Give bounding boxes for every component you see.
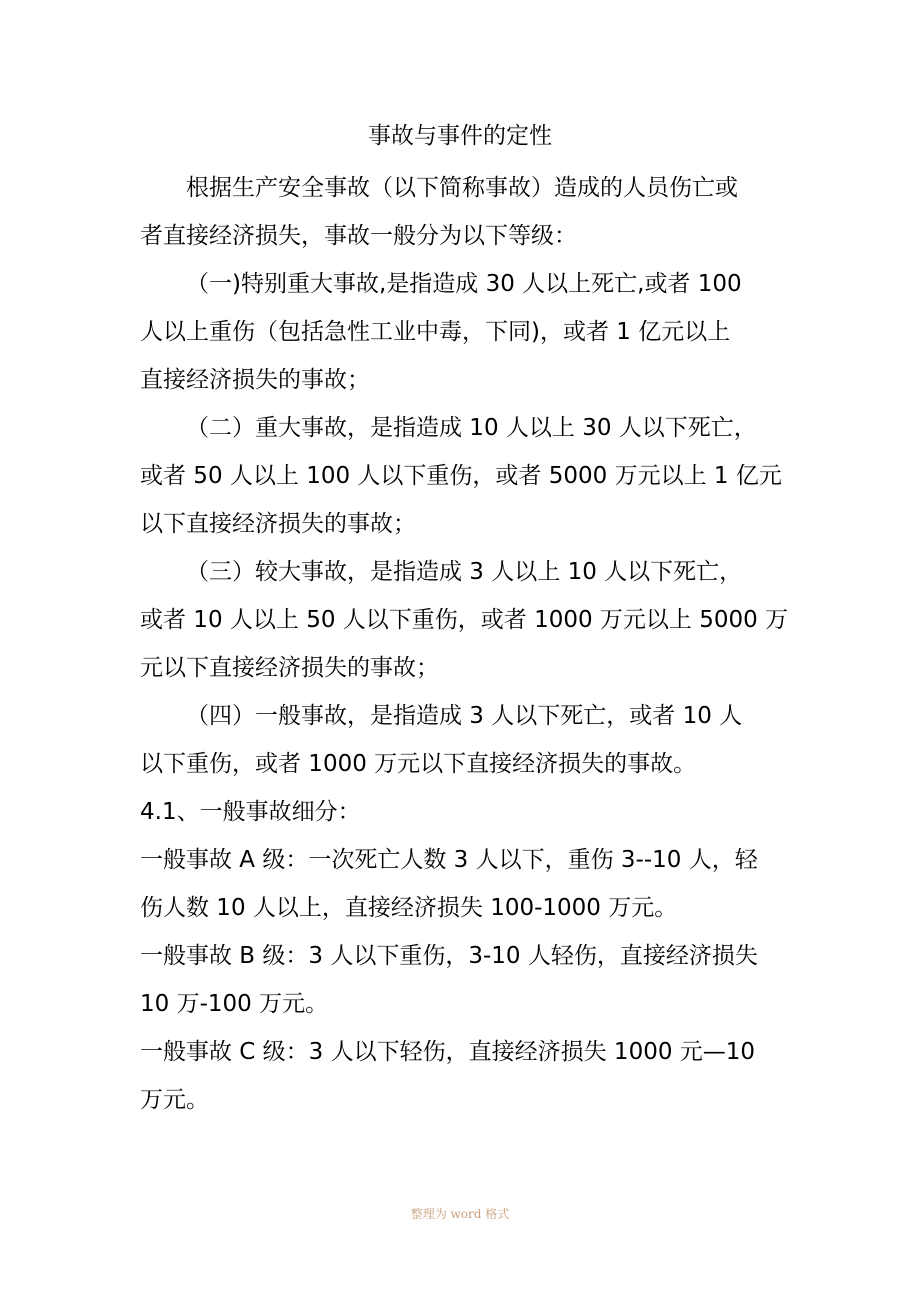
- grade-c-line-2: 万元。: [140, 1087, 209, 1113]
- item-1-line-1: （一)特别重大事故,是指造成 30 人以上死亡,或者 100: [186, 271, 742, 297]
- paragraph-intro-line-1: 根据生产安全事故（以下简称事故）造成的人员伤亡或: [186, 175, 738, 201]
- grade-c-line-1: 一般事故 C 级：3 人以下轻伤，直接经济损失 1000 元—10: [140, 1039, 756, 1065]
- grade-b-line-1: 一般事故 B 级：3 人以下重伤，3-10 人轻伤，直接经济损失: [140, 943, 758, 969]
- item-3-line-2: 或者 10 人以上 50 人以下重伤，或者 1000 万元以上 5000 万: [140, 607, 789, 633]
- item-2-line-2: 或者 50 人以上 100 人以下重伤，或者 5000 万元以上 1 亿元: [140, 463, 782, 489]
- item-3-line-3: 元以下直接经济损失的事故；: [140, 655, 439, 681]
- item-1-line-3: 直接经济损失的事故；: [140, 367, 370, 393]
- page-footer: 整理为 word 格式: [410, 1207, 510, 1221]
- grade-a-line-1: 一般事故 A 级：一次死亡人数 3 人以下，重伤 3--10 人，轻: [140, 847, 758, 873]
- item-1-line-2: 人以上重伤（包括急性工业中毒，下同)，或者 1 亿元以上: [140, 319, 731, 345]
- grade-a-line-2: 伤人数 10 人以上，直接经济损失 100-1000 万元。: [140, 895, 678, 921]
- item-2-line-1: （二）重大事故，是指造成 10 人以上 30 人以下死亡，: [186, 415, 757, 441]
- paragraph-intro-line-2: 者直接经济损失，事故一般分为以下等级：: [140, 223, 577, 249]
- section-4-1-heading: 4.1、一般事故细分：: [140, 799, 361, 825]
- item-4-line-1: （四）一般事故，是指造成 3 人以下死亡，或者 10 人: [186, 703, 743, 729]
- grade-b-line-2: 10 万-100 万元。: [140, 991, 329, 1017]
- item-3-line-1: （三）较大事故，是指造成 3 人以上 10 人以下死亡，: [186, 559, 743, 585]
- document-title: 事故与事件的定性: [368, 123, 552, 149]
- item-2-line-3: 以下直接经济损失的事故；: [140, 511, 416, 537]
- item-4-line-2: 以下重伤，或者 1000 万元以下直接经济损失的事故。: [140, 751, 697, 777]
